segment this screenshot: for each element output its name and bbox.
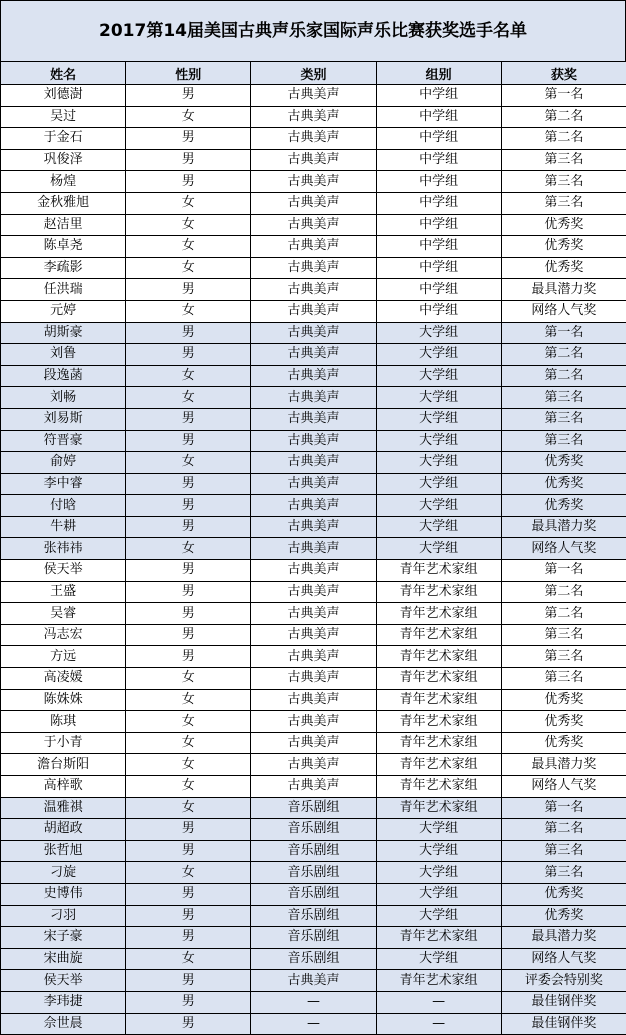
cell-category: 古典美声: [251, 365, 376, 387]
cell-gender: 女: [126, 754, 251, 776]
cell-group: 中学组: [376, 214, 501, 236]
table-row: [1, 948, 626, 970]
cell-name: 赵洁里: [1, 214, 126, 236]
cell-name: 温雅祺: [1, 797, 126, 819]
cell-award: 第二名: [501, 819, 626, 841]
cell-gender: 男: [126, 970, 251, 992]
cell-name: 高凌媛: [1, 668, 126, 690]
cell-category: 古典美声: [251, 668, 376, 690]
cell-name: 于金石: [1, 128, 126, 150]
cell-award: 最具潜力奖: [501, 927, 626, 949]
cell-group: 中学组: [376, 149, 501, 171]
cell-award: 第二名: [501, 365, 626, 387]
cell-award: 第一名: [501, 322, 626, 344]
cell-category: 古典美声: [251, 300, 376, 322]
cell-gender: 男: [126, 905, 251, 927]
cell-category: 古典美声: [251, 776, 376, 798]
cell-name: 李中睿: [1, 473, 126, 495]
table-body: [1, 85, 626, 1035]
cell-category: 古典美声: [251, 732, 376, 754]
cell-name: 李疏影: [1, 257, 126, 279]
cell-category: 古典美声: [251, 85, 376, 107]
cell-name: 付晗: [1, 495, 126, 517]
cell-award: 优秀奖: [501, 495, 626, 517]
cell-award: 第三名: [501, 862, 626, 884]
cell-award: 最具潜力奖: [501, 279, 626, 301]
cell-category: 古典美声: [251, 279, 376, 301]
cell-name: 吴睿: [1, 603, 126, 625]
table-row: [1, 754, 626, 776]
table-row: [1, 797, 626, 819]
cell-group: 青年艺术家组: [376, 624, 501, 646]
cell-name: 胡斯豪: [1, 322, 126, 344]
table-row: [1, 862, 626, 884]
cell-award: 网络人气奖: [501, 300, 626, 322]
cell-group: 大学组: [376, 408, 501, 430]
cell-group: 青年艺术家组: [376, 776, 501, 798]
cell-award: 网络人气奖: [501, 948, 626, 970]
cell-gender: 女: [126, 387, 251, 409]
cell-name: 金秋雅旭: [1, 192, 126, 214]
cell-award: 优秀奖: [501, 236, 626, 258]
cell-name: 符晋豪: [1, 430, 126, 452]
cell-group: 大学组: [376, 516, 501, 538]
table-row: [1, 236, 626, 258]
cell-award: 优秀奖: [501, 689, 626, 711]
cell-gender: 女: [126, 106, 251, 128]
cell-award: 第三名: [501, 646, 626, 668]
cell-name: 刘德澍: [1, 85, 126, 107]
table-row: [1, 603, 626, 625]
cell-award: 评委会特别奖: [501, 970, 626, 992]
cell-gender: 男: [126, 927, 251, 949]
table-row: [1, 732, 626, 754]
cell-group: 大学组: [376, 840, 501, 862]
cell-award: 网络人气奖: [501, 776, 626, 798]
cell-category: 古典美声: [251, 689, 376, 711]
cell-category: 音乐剧组: [251, 840, 376, 862]
cell-name: 张祎祎: [1, 538, 126, 560]
cell-award: 第三名: [501, 387, 626, 409]
cell-gender: 男: [126, 624, 251, 646]
cell-award: 第二名: [501, 581, 626, 603]
cell-award: 优秀奖: [501, 883, 626, 905]
cell-gender: 女: [126, 797, 251, 819]
cell-category: 古典美声: [251, 560, 376, 582]
cell-name: 段逸菡: [1, 365, 126, 387]
cell-group: 大学组: [376, 948, 501, 970]
cell-name: 陈姝姝: [1, 689, 126, 711]
cell-category: 古典美声: [251, 430, 376, 452]
cell-name: 牛耕: [1, 516, 126, 538]
cell-group: 大学组: [376, 905, 501, 927]
cell-award: 第三名: [501, 408, 626, 430]
cell-name: 侯天举: [1, 560, 126, 582]
cell-name: 吴过: [1, 106, 126, 128]
cell-category: 古典美声: [251, 214, 376, 236]
table-row: [1, 85, 626, 107]
cell-group: 青年艺术家组: [376, 560, 501, 582]
cell-name: 冯志宏: [1, 624, 126, 646]
cell-group: 大学组: [376, 862, 501, 884]
cell-group: —: [376, 991, 501, 1013]
cell-group: 大学组: [376, 387, 501, 409]
table-row: [1, 776, 626, 798]
cell-gender: 男: [126, 495, 251, 517]
cell-gender: 女: [126, 214, 251, 236]
cell-gender: 男: [126, 883, 251, 905]
cell-category: 音乐剧组: [251, 948, 376, 970]
cell-award: 第一名: [501, 560, 626, 582]
cell-gender: 女: [126, 236, 251, 258]
cell-name: 刁羽: [1, 905, 126, 927]
header-row: [1, 62, 626, 85]
cell-award: 优秀奖: [501, 732, 626, 754]
header-award: 获奖: [501, 62, 626, 85]
cell-name: 刘畅: [1, 387, 126, 409]
cell-category: 古典美声: [251, 408, 376, 430]
cell-group: 青年艺术家组: [376, 581, 501, 603]
table-row: [1, 1013, 626, 1035]
table-row: [1, 408, 626, 430]
cell-group: 中学组: [376, 128, 501, 150]
cell-award: 第二名: [501, 106, 626, 128]
cell-group: 大学组: [376, 883, 501, 905]
cell-category: 古典美声: [251, 149, 376, 171]
cell-gender: 男: [126, 819, 251, 841]
cell-category: 古典美声: [251, 624, 376, 646]
cell-category: 古典美声: [251, 538, 376, 560]
cell-gender: 男: [126, 149, 251, 171]
cell-name: 史博伟: [1, 883, 126, 905]
header-gender: 性别: [126, 62, 251, 85]
cell-award: 第二名: [501, 344, 626, 366]
cell-category: 古典美声: [251, 452, 376, 474]
cell-gender: 女: [126, 257, 251, 279]
cell-name: 于小青: [1, 732, 126, 754]
cell-name: 陈卓尧: [1, 236, 126, 258]
table-row: [1, 689, 626, 711]
cell-gender: 男: [126, 1013, 251, 1035]
cell-award: 优秀奖: [501, 452, 626, 474]
cell-gender: 男: [126, 603, 251, 625]
cell-gender: 女: [126, 452, 251, 474]
table-row: [1, 106, 626, 128]
cell-gender: 男: [126, 322, 251, 344]
table-row: [1, 927, 626, 949]
table-row: [1, 646, 626, 668]
cell-gender: 女: [126, 365, 251, 387]
cell-award: 优秀奖: [501, 473, 626, 495]
table-row: [1, 905, 626, 927]
table-row: [1, 149, 626, 171]
table-row: [1, 711, 626, 733]
table-row: [1, 279, 626, 301]
cell-name: 宋曲旋: [1, 948, 126, 970]
cell-gender: 女: [126, 300, 251, 322]
cell-gender: 男: [126, 840, 251, 862]
cell-gender: 男: [126, 473, 251, 495]
table-row: [1, 365, 626, 387]
cell-category: 音乐剧组: [251, 905, 376, 927]
cell-group: 中学组: [376, 236, 501, 258]
cell-name: 宋子豪: [1, 927, 126, 949]
cell-group: 中学组: [376, 300, 501, 322]
table-row: [1, 668, 626, 690]
cell-name: 俞婷: [1, 452, 126, 474]
cell-gender: 男: [126, 279, 251, 301]
table-row: [1, 624, 626, 646]
cell-group: 中学组: [376, 85, 501, 107]
cell-award: 最具潜力奖: [501, 516, 626, 538]
cell-category: 古典美声: [251, 257, 376, 279]
cell-award: 第三名: [501, 624, 626, 646]
award-table: [0, 61, 626, 1035]
cell-award: 第一名: [501, 85, 626, 107]
cell-category: 古典美声: [251, 711, 376, 733]
cell-gender: 女: [126, 538, 251, 560]
cell-name: 胡超政: [1, 819, 126, 841]
table-row: [1, 344, 626, 366]
cell-group: 青年艺术家组: [376, 927, 501, 949]
cell-group: 大学组: [376, 430, 501, 452]
cell-category: 古典美声: [251, 646, 376, 668]
table-row: [1, 538, 626, 560]
cell-group: 青年艺术家组: [376, 797, 501, 819]
cell-gender: 男: [126, 581, 251, 603]
header-group: 组别: [376, 62, 501, 85]
sheet-title: 2017第14届美国古典声乐家国际声乐比赛获奖选手名单: [0, 0, 626, 61]
cell-award: 第三名: [501, 430, 626, 452]
cell-award: 第三名: [501, 840, 626, 862]
cell-gender: 男: [126, 991, 251, 1013]
cell-gender: 女: [126, 862, 251, 884]
cell-award: 最佳钢伴奖: [501, 991, 626, 1013]
table-row: [1, 322, 626, 344]
cell-gender: 男: [126, 430, 251, 452]
cell-group: 青年艺术家组: [376, 970, 501, 992]
cell-name: 元婷: [1, 300, 126, 322]
cell-award: 优秀奖: [501, 711, 626, 733]
cell-name: 巩俊泽: [1, 149, 126, 171]
cell-name: 王盛: [1, 581, 126, 603]
cell-award: 优秀奖: [501, 905, 626, 927]
cell-group: 大学组: [376, 365, 501, 387]
cell-group: 青年艺术家组: [376, 754, 501, 776]
table-row: [1, 970, 626, 992]
cell-award: 网络人气奖: [501, 538, 626, 560]
table-row: [1, 214, 626, 236]
cell-gender: 女: [126, 732, 251, 754]
cell-category: 音乐剧组: [251, 819, 376, 841]
table-row: [1, 581, 626, 603]
cell-category: 古典美声: [251, 106, 376, 128]
cell-category: 古典美声: [251, 171, 376, 193]
cell-category: 古典美声: [251, 322, 376, 344]
cell-category: 古典美声: [251, 473, 376, 495]
cell-gender: 女: [126, 668, 251, 690]
cell-name: 陈琪: [1, 711, 126, 733]
cell-name: 佘世晨: [1, 1013, 126, 1035]
cell-group: 大学组: [376, 452, 501, 474]
cell-category: 古典美声: [251, 754, 376, 776]
table-row: [1, 495, 626, 517]
cell-category: 古典美声: [251, 236, 376, 258]
cell-award: 第二名: [501, 128, 626, 150]
cell-award: 最具潜力奖: [501, 754, 626, 776]
table-row: [1, 171, 626, 193]
cell-award: 最佳钢伴奖: [501, 1013, 626, 1035]
header-name: 姓名: [1, 62, 126, 85]
table-row: [1, 819, 626, 841]
cell-name: 方远: [1, 646, 126, 668]
cell-gender: 女: [126, 192, 251, 214]
cell-gender: 男: [126, 408, 251, 430]
cell-group: 中学组: [376, 257, 501, 279]
cell-group: 青年艺术家组: [376, 646, 501, 668]
cell-name: 侯天举: [1, 970, 126, 992]
cell-gender: 女: [126, 776, 251, 798]
cell-group: 中学组: [376, 279, 501, 301]
cell-category: 音乐剧组: [251, 927, 376, 949]
cell-award: 第一名: [501, 797, 626, 819]
cell-group: 大学组: [376, 344, 501, 366]
cell-group: 青年艺术家组: [376, 732, 501, 754]
cell-name: 刘易斯: [1, 408, 126, 430]
table-row: [1, 300, 626, 322]
header-category: 类别: [251, 62, 376, 85]
table-row: [1, 516, 626, 538]
table-row: [1, 192, 626, 214]
cell-name: 高梓歌: [1, 776, 126, 798]
cell-category: 古典美声: [251, 516, 376, 538]
cell-gender: 男: [126, 128, 251, 150]
cell-category: 古典美声: [251, 970, 376, 992]
cell-category: 古典美声: [251, 495, 376, 517]
cell-category: 古典美声: [251, 128, 376, 150]
cell-award: 优秀奖: [501, 214, 626, 236]
cell-gender: 男: [126, 171, 251, 193]
cell-group: —: [376, 1013, 501, 1035]
cell-name: 任洪瑞: [1, 279, 126, 301]
cell-gender: 男: [126, 560, 251, 582]
cell-group: 中学组: [376, 106, 501, 128]
cell-group: 大学组: [376, 819, 501, 841]
cell-name: 澹台斯阳: [1, 754, 126, 776]
cell-category: 古典美声: [251, 387, 376, 409]
cell-category: 古典美声: [251, 581, 376, 603]
table-row: [1, 560, 626, 582]
cell-name: 杨煌: [1, 171, 126, 193]
table-row: [1, 257, 626, 279]
cell-category: —: [251, 991, 376, 1013]
cell-group: 青年艺术家组: [376, 668, 501, 690]
cell-category: 古典美声: [251, 192, 376, 214]
table-row: [1, 991, 626, 1013]
cell-award: 第二名: [501, 603, 626, 625]
cell-award: 优秀奖: [501, 257, 626, 279]
cell-group: 中学组: [376, 171, 501, 193]
cell-group: 青年艺术家组: [376, 689, 501, 711]
table-row: [1, 473, 626, 495]
cell-category: 音乐剧组: [251, 862, 376, 884]
cell-name: 张哲旭: [1, 840, 126, 862]
cell-award: 第三名: [501, 668, 626, 690]
cell-group: 大学组: [376, 495, 501, 517]
cell-name: 刁旋: [1, 862, 126, 884]
cell-group: 青年艺术家组: [376, 603, 501, 625]
cell-category: —: [251, 1013, 376, 1035]
cell-award: 第三名: [501, 149, 626, 171]
cell-group: 大学组: [376, 473, 501, 495]
cell-gender: 男: [126, 344, 251, 366]
table-row: [1, 840, 626, 862]
cell-gender: 女: [126, 948, 251, 970]
cell-category: 古典美声: [251, 344, 376, 366]
cell-name: 李玮捷: [1, 991, 126, 1013]
cell-group: 大学组: [376, 538, 501, 560]
cell-gender: 女: [126, 711, 251, 733]
cell-group: 中学组: [376, 192, 501, 214]
cell-category: 古典美声: [251, 603, 376, 625]
table-row: [1, 452, 626, 474]
cell-category: 音乐剧组: [251, 797, 376, 819]
cell-award: 第三名: [501, 192, 626, 214]
table-row: [1, 883, 626, 905]
table-row: [1, 128, 626, 150]
table-row: [1, 430, 626, 452]
cell-gender: 女: [126, 689, 251, 711]
cell-category: 音乐剧组: [251, 883, 376, 905]
cell-name: 刘鲁: [1, 344, 126, 366]
cell-group: 青年艺术家组: [376, 711, 501, 733]
table-row: [1, 387, 626, 409]
cell-award: 第三名: [501, 171, 626, 193]
cell-gender: 男: [126, 85, 251, 107]
cell-group: 大学组: [376, 322, 501, 344]
cell-gender: 男: [126, 516, 251, 538]
cell-gender: 男: [126, 646, 251, 668]
